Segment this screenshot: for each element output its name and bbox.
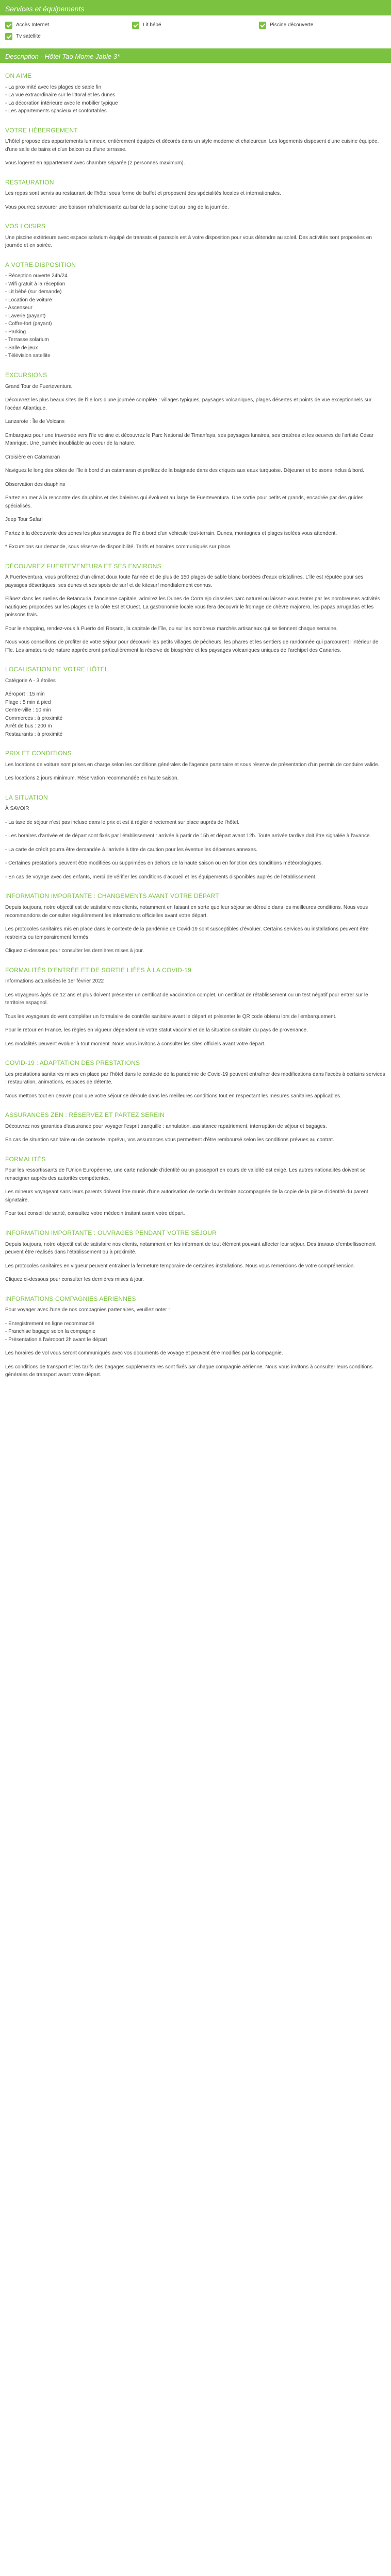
section-paragraph: Vous pourrez savourer une boisson rafraîchissante au bar de la piscine tout au long de la journée. <box>5 204 229 210</box>
list-item: - Parking <box>5 329 26 335</box>
section-paragraph: Grand Tour de Fuerteventura <box>5 383 72 389</box>
section-title: FORMALITÉS <box>5 1155 46 1163</box>
section-title: INFORMATION IMPORTANTE : OUVRAGES PENDANT VOTRE SÉJOUR <box>5 1229 217 1236</box>
section-paragraph: L'hôtel propose des appartements lumineux, entièrement équipés et décorés dans un style moderne et chaleureux. Les logements disposent d'une cuisine équipée, d'une salle de bains et d'un balcon ou d'une terrasse. <box>5 139 379 152</box>
section-paragraph: Les protocoles sanitaires en vigueur peuvent entraîner la fermeture temporaire de certaines installations. Nous vous remercions de votre compréhension. <box>5 1263 355 1269</box>
section-paragraph: Informations actualisées le 1er février 2022 <box>5 978 104 985</box>
section-title: FORMALITÉS D'ENTRÉE ET DE SORTIE LIÉES À LA COVID-19 <box>5 966 192 974</box>
section-paragraph: Nous vous conseillons de profiter de votre séjour pour découvrir les petits villages de pêcheurs, les phares et les sentiers de randonnée qui parcourent l'intérieur de l'île. Les amateurs de nature apprécieront particulièrement la réserve de biosphère et les paysages volcaniques uniques de l'archipel des Canaries. <box>5 639 379 653</box>
section-title: À VOTRE DISPOSITION <box>5 261 76 268</box>
section-paragraph: Découvrez les plus beaux sites de l'île lors d'une journée complète : villages typiques, paysages volcaniques, plages désertes et points de vue exceptionnels sur l'océan Atlantique. <box>5 397 372 411</box>
section-paragraph: - Les horaires d'arrivée et de départ sont fixés par l'établissement : arrivée à partir de 15h et départ avant 12h. Toute arrivée tardive doit être signalée à l'avance. <box>5 833 371 839</box>
services-title: Services et équipements <box>5 5 85 13</box>
section-title: DÉCOUVREZ FUERTEVENTURA ET SES ENVIRONS <box>5 562 161 570</box>
list-item: - Présentation à l'aéroport 2h avant le départ <box>5 1336 107 1343</box>
service-label: Tv satellite <box>16 33 41 40</box>
list-item: - Laverie (payant) <box>5 313 46 319</box>
section-paragraph: * Excursions sur demande, sous réserve de disponibilité. Tarifs et horaires communiqués sur place. <box>5 544 232 550</box>
section-paragraph: En cas de situation sanitaire ou de contexte imprévu, vos assurances vous permettent d'être remboursé selon les conditions prévues au contrat. <box>5 1137 334 1143</box>
service-item <box>5 31 132 42</box>
section-paragraph: Jeep Tour Safari <box>5 517 43 523</box>
section-paragraph: Croisière en Catamaran <box>5 454 60 460</box>
section-paragraph: Pour voyager avec l'une de nos compagnies partenaires, veuillez noter : <box>5 1307 170 1313</box>
section-paragraph: Les prestations sanitaires mises en place par l'hôtel dans le contexte de la pandémie de Covid-19 peuvent entraîner des modifications dans l'accès à certains services : restauration, animations, espaces de détente. <box>5 1071 385 1086</box>
list-item: Plage : 5 min à pied <box>5 699 51 705</box>
section-paragraph: Les locations de voiture sont prises en charge selon les conditions générales de l'agence partenaire et sous réserve de présentation d'un permis de conduire valide. <box>5 761 380 768</box>
description-title: Description - Hôtel Tao Mome Jable 3* <box>5 53 120 60</box>
section-title: VOTRE HÉBERGEMENT <box>5 126 78 134</box>
list-item: - La décoration intérieure avec le mobilier typique <box>5 100 118 106</box>
section-paragraph: Depuis toujours, notre objectif est de satisfaire nos clients, notamment en faisant en sorte que leur séjour se déroule dans les meilleures conditions. Nous vous recommandons de consulter régulièrement les informations officielles avant votre départ. <box>5 905 368 919</box>
service-item <box>259 20 386 31</box>
section-list <box>5 690 386 738</box>
section-paragraph: Une piscine extérieure avec espace solarium équipé de transats et parasols est à votre disposition pour vous détendre au soleil. Des activités sont proposées en journée et en soirée. <box>5 234 372 249</box>
section-title: INFORMATION IMPORTANTE : CHANGEMENTS AVANT VOTRE DÉPART <box>5 892 219 900</box>
section-paragraph: Les horaires de vol vous seront communiqués avec vos documents de voyage et peuvent être modifiés par la compagnie. <box>5 1350 283 1357</box>
list-item: - Enregistrement en ligne recommandé <box>5 1320 94 1327</box>
list-item: - Location de voiture <box>5 297 52 303</box>
section-title: EXCURSIONS <box>5 371 47 379</box>
section-paragraph: Tous les voyageurs doivent compléter un formulaire de contrôle sanitaire avant le départ et présenter le QR code obtenu lors de l'embarquement. <box>5 1013 337 1020</box>
section-list <box>5 272 386 360</box>
section-paragraph: Catégorie A - 3 étoiles <box>5 677 56 684</box>
section-paragraph: Cliquez ci-dessous pour consulter les dernières mises à jour. <box>5 1277 144 1282</box>
list-item: Centre-ville : 10 min <box>5 707 51 714</box>
section-list <box>5 83 386 115</box>
section-paragraph: Embarquez pour une traversée vers l'île voisine et découvrez le Parc National de Timanfaya, ses paysages lunaires, ses cratères et les oeuvres de l'artiste César Manrique. Une journée inoubliable au coeur de la nature. <box>5 432 374 447</box>
list-item: - Salle de jeux <box>5 345 38 351</box>
section-paragraph: Découvrez nos garanties d'assurance pour voyager l'esprit tranquille : annulation, assistance rapatriement, interruption de séjour et bagages. <box>5 1123 327 1129</box>
list-item: - Télévision satellite <box>5 353 51 359</box>
section-title: COVID-19 : ADAPTATION DES PRESTATIONS <box>5 1059 140 1067</box>
section-paragraph: Flânez dans les ruelles de Betancuria, l'ancienne capitale, admirez les Dunes de Corralejo classées parc naturel ou laissez-vous tenter par les nombreuses activités nautiques proposées sur les plages de la côte Est et Ouest. La gastronomie locale vous fera découvrir le fromage de chèvre majorero, les papas arrugadas et les poissons frais. <box>5 596 380 618</box>
list-item: Aéroport : 15 min <box>5 691 45 698</box>
section-paragraph: Les voyageurs âgés de 12 ans et plus doivent présenter un certificat de vaccination complet, un certificat de rétablissement ou un test négatif pour entrer sur le territoire espagnol. <box>5 992 368 1006</box>
list-item: - Ascenseur <box>5 305 32 311</box>
section-paragraph: Nous mettons tout en oeuvre pour que votre séjour se déroule dans les meilleures conditions tout en respectant les mesures sanitaires applicables. <box>5 1093 342 1099</box>
section-paragraph: À Fuerteventura, vous profiterez d'un climat doux toute l'année et de plus de 150 plages de sable blanc bordées d'eaux cristallines. L'île est réputée pour ses paysages désertiques, ses dunes et ses spots de surf et de kitesurf mondialement connus. <box>5 574 364 588</box>
section-list <box>5 1320 386 1344</box>
check-icon <box>259 22 266 29</box>
list-item: - La vue extraordinaire sur le littoral et les dunes <box>5 92 116 98</box>
section-paragraph: Naviguez le long des côtes de l'île à bord d'un catamaran et profitez de la baignade dans des criques aux eaux turquoise. Déjeuner et boissons inclus à bord. <box>5 468 364 474</box>
description-banner <box>0 48 391 63</box>
section-paragraph: Les conditions de transport et les tarifs des bagages supplémentaires sont fixés par chaque compagnie aérienne. Nous vous invitons à consulter leurs conditions générales de transport avant votre départ. <box>5 1364 373 1378</box>
section-paragraph: Lanzarote : Île de Volcans <box>5 419 65 425</box>
list-item: Restaurants : à proximité <box>5 731 63 737</box>
section-paragraph: Pour tout conseil de santé, consultez votre médecin traitant avant votre départ. <box>5 1211 185 1217</box>
list-item: - Franchise bagage selon la compagnie <box>5 1329 96 1335</box>
list-item: - Terrasse solarium <box>5 337 49 343</box>
section-title: PRIX ET CONDITIONS <box>5 750 72 757</box>
section-paragraph: Les locations 2 jours minimum. Réservation recommandée en haute saison. <box>5 775 179 782</box>
section-paragraph: - La taxe de séjour n'est pas incluse dans le prix et est à régler directement sur place auprès de l'hôtel. <box>5 819 240 825</box>
section-paragraph: Les repas sont servis au restaurant de l'hôtel sous forme de buffet et proposent des spécialités locales et internationales. <box>5 191 281 197</box>
list-item: Arrêt de bus : 200 m <box>5 723 52 730</box>
section-paragraph: Vous logerez en appartement avec chambre séparée (2 personnes maximum). <box>5 160 185 166</box>
section-paragraph: Partez en mer à la rencontre des dauphins et des baleines qui évoluent au large de Fuerteventura. Une sortie pour petits et grands, encadrée par des guides spécialisés. <box>5 495 364 509</box>
section-title: LA SITUATION <box>5 793 48 801</box>
service-label: Piscine découverte <box>269 22 314 28</box>
service-label: Accès Internet <box>16 22 49 28</box>
section-paragraph: Depuis toujours, notre objectif est de satisfaire nos clients, notamment en les informant de tout élément pouvant affecter leur séjour. Des travaux d'embellissement peuvent être réalisés dans l'établissement ou à proximité. <box>5 1241 376 1255</box>
list-item: - Lit bébé (sur demande) <box>5 289 62 295</box>
list-item: - Wifi gratuit à la réception <box>5 281 66 287</box>
service-label: Lit bébé <box>142 22 161 28</box>
section-paragraph: - En cas de voyage avec des enfants, merci de vérifier les conditions d'accueil et les équipements disponibles auprès de l'établissement. <box>5 874 317 880</box>
section-title: VOS LOISIRS <box>5 223 46 230</box>
list-item: - Coffre-fort (payant) <box>5 321 52 327</box>
section-paragraph: Observation des dauphins <box>5 481 66 487</box>
section-paragraph: Pour le retour en France, les règles en vigueur dépendent de votre statut vaccinal et de la situation sanitaire du pays de provenance. <box>5 1027 308 1033</box>
description-content <box>0 63 391 1400</box>
section-paragraph: Les mineurs voyageant sans leurs parents doivent être munis d'une autorisation de sortie du territoire accompagnée de la copie de la pièce d'identité du parent signataire. <box>5 1189 368 1203</box>
service-item <box>5 20 132 31</box>
check-icon <box>5 22 12 29</box>
services-list <box>0 15 391 45</box>
section-paragraph: À SAVOIR <box>5 806 29 812</box>
list-item: - Réception ouverte 24h/24 <box>5 273 68 279</box>
section-title: INFORMATIONS COMPAGNIES AÉRIENNES <box>5 1295 136 1302</box>
check-icon <box>132 22 139 29</box>
section-paragraph: Les modalités peuvent évoluer à tout moment. Nous vous invitons à consulter les sites officiels avant votre départ. <box>5 1041 266 1047</box>
list-item: Commerces : à proximité <box>5 715 63 721</box>
section-title: LOCALISATION DE VOTRE HÔTEL <box>5 666 108 673</box>
list-item: - Les appartements spacieux et confortables <box>5 108 107 114</box>
section-title: ASSURANCES ZEN : RÉSERVEZ ET PARTEZ SEREIN <box>5 1111 165 1119</box>
section-paragraph: Partez à la découverte des zones les plus sauvages de l'île à bord d'un véhicule tout-terrain. Dunes, montagnes et plages isolées vous attendent. <box>5 530 337 536</box>
check-icon <box>5 33 12 40</box>
section-paragraph: - La carte de crédit pourra être demandée à l'arrivée à titre de caution pour les éventuelles dépenses annexes. <box>5 846 257 853</box>
section-paragraph: Cliquez ci-dessous pour consulter les dernières mises à jour. <box>5 948 144 954</box>
section-paragraph: Les protocoles sanitaires mis en place dans le contexte de la pandémie de Covid-19 sont susceptibles d'évoluer. Certains services ou installations peuvent être restreints ou temporairement fermés. <box>5 926 369 940</box>
service-item <box>132 20 259 31</box>
services-banner <box>0 0 391 15</box>
list-item: - La proximité avec les plages de sable fin <box>5 84 102 90</box>
section-title: ON AIME <box>5 72 32 79</box>
section-paragraph: Pour les ressortissants de l'Union Européenne, une carte nationale d'identité ou un passeport en cours de validité est exigé. Les autres nationalités doivent se renseigner auprès des autorités compétentes. <box>5 1167 366 1181</box>
section-title: RESTAURATION <box>5 178 54 186</box>
section-paragraph: Pour le shopping, rendez-vous à Puerto del Rosario, la capitale de l'île, ou sur les nombreux marchés artisanaux qui se tiennent chaque semaine. <box>5 625 338 632</box>
section-paragraph: - Certaines prestations peuvent être modifiées ou supprimées en dehors de la haute saison ou en fonction des conditions météorologiques. <box>5 860 323 867</box>
